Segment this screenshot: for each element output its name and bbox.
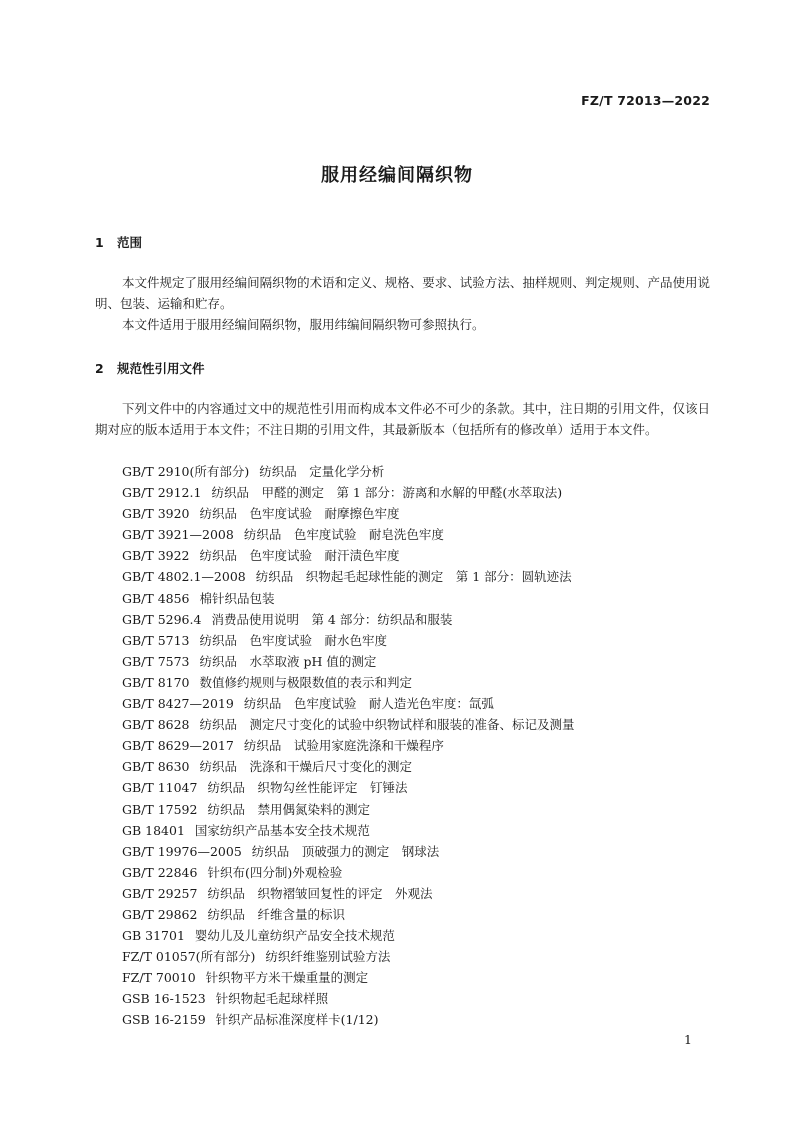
reference-title: 消费品使用说明 第 4 部分：纺织品和服装 bbox=[211, 611, 453, 627]
reference-item bbox=[122, 988, 575, 1009]
reference-title: 纺织品 色牢度试验 耐摩擦色牢度 bbox=[199, 506, 400, 522]
page-number: 1 bbox=[684, 1032, 692, 1047]
reference-code: GB 18401 bbox=[122, 822, 185, 838]
reference-title: 纺织品 试验用家庭洗涤和干燥程序 bbox=[243, 738, 444, 754]
reference-title: 纺织品 色牢度试验 耐水色牢度 bbox=[199, 632, 388, 648]
reference-item bbox=[122, 883, 575, 904]
reference-code: GB/T 5296.4 bbox=[122, 611, 202, 627]
reference-code: GSB 16-2159 bbox=[122, 1012, 206, 1028]
reference-title: 纺织品 色牢度试验 耐汗渍色牢度 bbox=[199, 548, 400, 564]
reference-item bbox=[122, 609, 575, 630]
reference-code: GB/T 22846 bbox=[122, 864, 198, 880]
reference-code: GB/T 8629—2017 bbox=[122, 738, 234, 754]
reference-item bbox=[122, 503, 575, 524]
scope-paragraph-1: 本文件规定了服用经编间隔织物的术语和定义、规格、要求、试验方法、抽样规则、判定规则、产品使用说明、包装、运输和贮存。 bbox=[95, 275, 710, 311]
reference-item bbox=[122, 545, 575, 566]
reference-code: GB/T 2912.1 bbox=[122, 485, 202, 501]
reference-code: GB/T 19976—2005 bbox=[122, 843, 242, 859]
reference-item bbox=[122, 714, 575, 735]
section-2-number: 2 bbox=[95, 361, 104, 376]
reference-code: GB/T 3920 bbox=[122, 506, 190, 522]
reference-item bbox=[122, 946, 575, 967]
reference-title: 纺织品 色牢度试验 耐人造光色牢度：氙弧 bbox=[243, 696, 494, 712]
reference-item bbox=[122, 566, 575, 587]
reference-code: GB/T 4802.1—2008 bbox=[122, 569, 246, 585]
reference-title: 国家纺织产品基本安全技术规范 bbox=[194, 822, 370, 838]
document-title: 服用经编间隔织物 bbox=[321, 165, 473, 186]
section-1-number: 1 bbox=[95, 235, 104, 250]
reference-code: GB/T 3921—2008 bbox=[122, 527, 234, 543]
reference-code: GB/T 3922 bbox=[122, 548, 190, 564]
section-1-title: 范围 bbox=[117, 235, 143, 250]
reference-item bbox=[122, 756, 575, 777]
reference-item bbox=[122, 820, 575, 841]
reference-title: 数值修约规则与极限数值的表示和判定 bbox=[199, 674, 413, 690]
reference-title: 纺织品 色牢度试验 耐皂洗色牢度 bbox=[243, 527, 444, 543]
reference-title: 针织物平方米干燥重量的测定 bbox=[205, 970, 369, 986]
reference-title: 纺织品 织物勾丝性能评定 钉锤法 bbox=[207, 780, 408, 796]
reference-item bbox=[122, 651, 575, 672]
reference-code: GB/T 5713 bbox=[122, 632, 190, 648]
reference-title: 纺织品 纤维含量的标识 bbox=[207, 906, 345, 922]
reference-title: 婴幼儿及儿童纺织产品安全技术规范 bbox=[194, 928, 395, 944]
section-1-heading bbox=[95, 233, 142, 251]
reference-title: 棉针织品包装 bbox=[199, 590, 275, 606]
reference-item bbox=[122, 841, 575, 862]
reference-code: GB/T 2910(所有部分) bbox=[122, 464, 250, 479]
reference-item bbox=[122, 588, 575, 609]
reference-item bbox=[122, 630, 575, 651]
reference-code: GB 31701 bbox=[122, 928, 185, 944]
reference-code: GB/T 4856 bbox=[122, 590, 190, 606]
reference-list bbox=[122, 461, 575, 1031]
reference-item bbox=[122, 461, 575, 482]
reference-title: 纺织品 测定尺寸变化的试验中织物试样和服装的准备、标记及测量 bbox=[199, 717, 575, 733]
reference-item bbox=[122, 524, 575, 545]
reference-item bbox=[122, 862, 575, 883]
reference-title: 纺织品 水萃取液 pH 值的测定 bbox=[199, 653, 377, 669]
reference-code: GB/T 8427—2019 bbox=[122, 696, 234, 712]
reference-title: 纺织品 织物褶皱回复性的评定 外观法 bbox=[207, 885, 433, 901]
reference-title: 纺织品 禁用偶氮染料的测定 bbox=[207, 801, 370, 817]
reference-title: 纺织品 织物起毛起球性能的测定 第 1 部分：圆轨迹法 bbox=[255, 569, 572, 585]
reference-code: GB/T 29862 bbox=[122, 906, 198, 922]
reference-code: GB/T 8170 bbox=[122, 674, 190, 690]
reference-item bbox=[122, 735, 575, 756]
reference-title: 纺织纤维鉴别试验方法 bbox=[265, 949, 391, 965]
reference-code: GSB 16-1523 bbox=[122, 991, 206, 1007]
reference-title: 纺织品 顶破强力的测定 钢球法 bbox=[251, 843, 440, 859]
reference-item bbox=[122, 799, 575, 820]
reference-item bbox=[122, 925, 575, 946]
reference-title: 针织物起毛起球样照 bbox=[215, 991, 329, 1007]
reference-code: GB/T 11047 bbox=[122, 780, 198, 796]
reference-code: GB/T 8630 bbox=[122, 759, 190, 775]
scope-paragraph-2: 本文件适用于服用经编间隔织物，服用纬编间隔织物可参照执行。 bbox=[122, 317, 485, 332]
reference-item bbox=[122, 967, 575, 988]
reference-title: 纺织品 洗涤和干燥后尺寸变化的测定 bbox=[199, 759, 413, 775]
section-2-heading bbox=[95, 359, 205, 377]
reference-code: FZ/T 70010 bbox=[122, 970, 196, 986]
section-2-title: 规范性引用文件 bbox=[117, 361, 205, 376]
reference-item bbox=[122, 672, 575, 693]
reference-item bbox=[122, 904, 575, 925]
reference-code: GB/T 29257 bbox=[122, 885, 198, 901]
standard-code: FZ/T 72013—2022 bbox=[581, 93, 710, 108]
reference-code: GB/T 17592 bbox=[122, 801, 198, 817]
reference-code: FZ/T 01057(所有部分) bbox=[122, 949, 256, 965]
reference-title: 针织产品标准深度样卡(1/12) bbox=[215, 1012, 379, 1028]
references-intro: 下列文件中的内容通过文中的规范性引用而构成本文件必不可少的条款。其中，注日期的引用文件，仅该日期对应的版本适用于本文件；不注日期的引用文件，其最新版本（包括所有的修改单）适用于本文件。 bbox=[95, 401, 710, 437]
reference-item bbox=[122, 693, 575, 714]
reference-item bbox=[122, 482, 575, 503]
reference-code: GB/T 8628 bbox=[122, 717, 190, 733]
reference-item bbox=[122, 777, 575, 798]
reference-item bbox=[122, 1009, 575, 1030]
reference-title: 纺织品 定量化学分析 bbox=[259, 464, 385, 479]
reference-code: GB/T 7573 bbox=[122, 653, 190, 669]
reference-title: 针织布(四分制)外观检验 bbox=[207, 864, 343, 880]
reference-title: 纺织品 甲醛的测定 第 1 部分：游离和水解的甲醛(水萃取法) bbox=[211, 485, 563, 501]
